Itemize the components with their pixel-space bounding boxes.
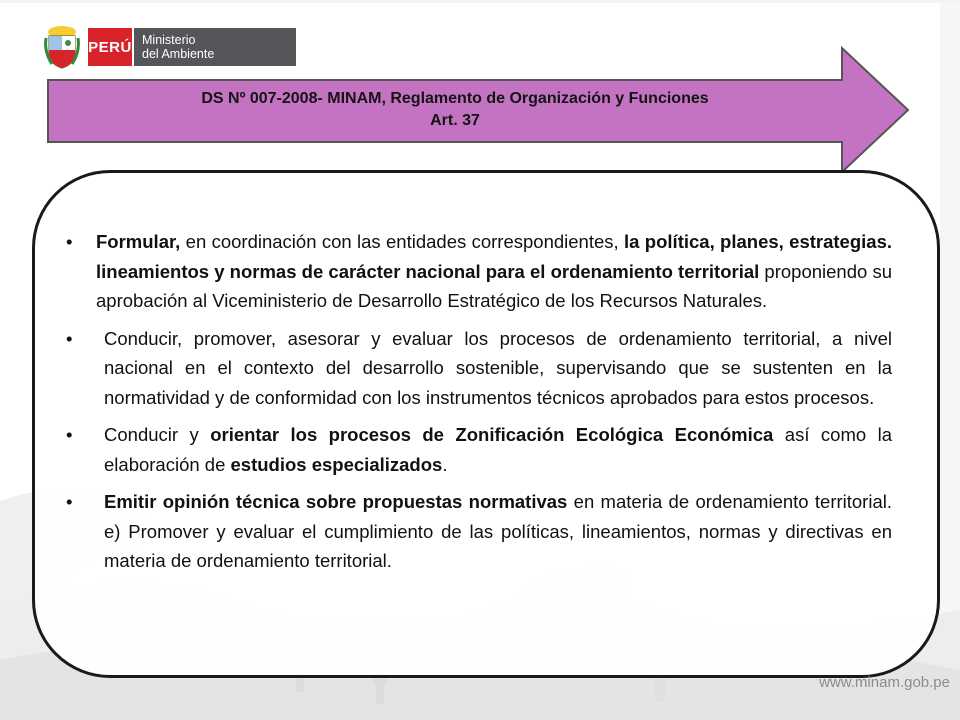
bullet-symbol: •: [66, 491, 73, 512]
list-item-text: [104, 487, 892, 576]
plain-text: así como la elaboración de: [104, 424, 892, 475]
bold-text: estudios especializados: [230, 453, 443, 475]
ministry-line-1: Ministerio: [142, 33, 196, 47]
list-item: [66, 420, 892, 479]
bold-text: orientar los procesos de Zonificación Ecológica Económica: [210, 424, 774, 445]
banner-title: [60, 88, 850, 132]
bold-text: Emitir opinión técnica sobre propuestas normativas: [104, 491, 568, 512]
function-list: [66, 227, 892, 584]
plain-text: en materia de ordenamiento territorial. e) Promover y evaluar el cumplimiento de las políticas, lineamientos, normas y directivas en materia de ordenamiento territorial.: [104, 491, 892, 571]
peru-label: PERÚ: [88, 28, 132, 66]
bullet-symbol: •: [66, 327, 73, 349]
plain-text: proponiendo su aprobación al Viceministerio de Desarrollo Estratégico de los Recursos Naturales.: [96, 260, 892, 311]
list-item: [66, 227, 892, 316]
bullet-symbol: •: [66, 424, 73, 445]
plain-text: .: [442, 453, 448, 475]
plain-text: Conducir y: [104, 424, 211, 445]
plain-text: en coordinación con las entidades correspondientes,: [180, 231, 625, 252]
ministry-line-2: del Ambiente: [142, 47, 215, 61]
bullet-symbol: •: [66, 231, 73, 252]
list-item: [66, 487, 892, 576]
banner-title-line-1: DS Nº 007-2008- MINAM, Reglamento de Organización y Funciones: [201, 90, 709, 107]
list-item-text: [104, 420, 892, 479]
list-item: [66, 324, 892, 413]
plain-text: Conducir, promover, asesorar y evaluar los procesos de ordenamiento territorial, a nivel nacional en el contexto del desarrollo sostenible, supervisando que se sustenten en la normatividad y de conformidad con los instrumentos técnicos aprobados para estos procesos.: [104, 327, 892, 408]
bold-text: Formular,: [96, 231, 181, 252]
list-item-text: [104, 324, 892, 413]
bold-text: la política, planes, estrategias. lineamientos y normas de carácter nacional para el ordenamiento territorial: [96, 231, 892, 282]
list-item-text: [96, 227, 892, 316]
website-url[interactable]: www.minam.gob.pe: [819, 674, 950, 691]
banner-title-line-2: Art. 37: [430, 112, 480, 129]
